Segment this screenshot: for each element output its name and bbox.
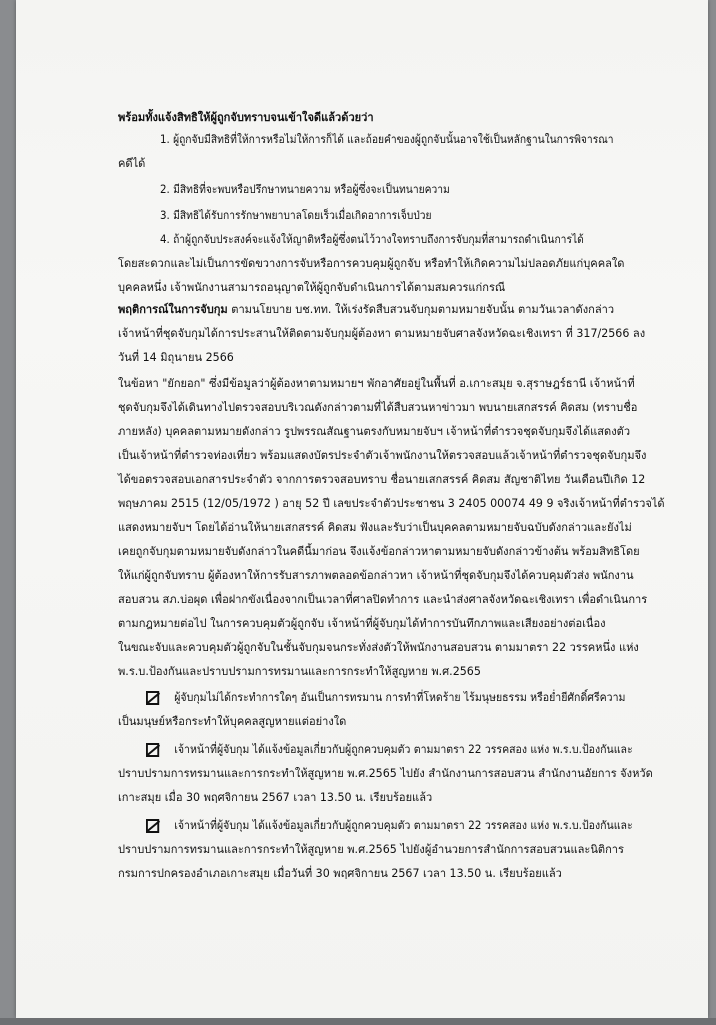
circumstances-line-14: ตามกฎหมายต่อไป ในการควบคุมตัวผู้ถูกจับ เจ้าหน้าที่ผู้จับกุมได้ทำการบันทึกภาพและเสียงอย่างต่อเนื่อง [118, 617, 606, 630]
circumstances-line-1 [118, 304, 700, 315]
circumstances-line-12: ให้แก่ผู้ถูกจับทราบ ผู้ต้องหาให้การรับสารภาพตลอดข้อกล่าวหา เจ้าหน้าที่ชุดจับกุมจึงได้ควบคุมตัวส่ง พนักงาน [118, 569, 634, 582]
handwritten-signature [70, 380, 114, 570]
circumstances-line-10: แสดงหมายจับฯ โดยได้อ่านให้นายเสกสรรค์ คิดสม ฟังและรับว่าเป็นบุคคลตามหมายจับฉบับดังกล่าวและยังไม่ [118, 521, 632, 534]
right-1-line-2: คดีได้ [118, 157, 146, 170]
right-3: 3. มีสิทธิได้รับการรักษาพยาบาลโดยเร็วเมื่อเกิดอาการเจ็บป่วย [160, 209, 432, 222]
right-4-line-2: โดยสะดวกและไม่เป็นการขัดขวางการจับหรือการควบคุมผู้ถูกจับ หรือทำให้เกิดความไม่ปลอดภัยแก่บุคคลใด [118, 257, 625, 270]
circumstances-line-8: ได้ขอตรวจสอบเอกสารประจำตัว จากการตรวจสอบทราบ ชื่อนายเสกสรรค์ คิดสม สัญชาติไทย วันเดือนปีเกิด 12 [118, 473, 646, 486]
circumstances-line-7: เป็นเจ้าหน้าที่ตำรวจท่องเที่ยว พร้อมแสดงบัตรประจำตัวเจ้าพนักงานให้ตรวจสอบแล้วเจ้าหน้าที่ตำรวจชุดจับกุมจึง [118, 449, 647, 462]
circumstances-line-16: พ.ร.บ.ป้องกันและปราบปรามการทรมานและการกระทำให้สูญหาย พ.ศ.2565 [118, 665, 481, 678]
check-item-2-line-1 [146, 744, 700, 755]
checkbox-checked-icon [146, 691, 159, 705]
circumstances-line-9: พฤษภาคม 2515 (12/05/1972 ) อายุ 52 ปี เลขประจำตัวประชาชน 3 2405 00074 49 9 จริงเจ้าหน้าที่ตำรวจได้ [118, 497, 665, 510]
circumstances-line-4: ในข้อหา "ยักยอก" ซึ่งมีข้อมูลว่าผู้ต้องหาตามหมายฯ พักอาศัยอยู่ในพื้นที่ อ.เกาะสมุย จ.สุราษฎร์ธานี เจ้าหน้าที่ [118, 377, 635, 390]
check-item-3-line-3: กรมการปกครองอำเภอเกาะสมุย เมื่อวันที่ 30 พฤศจิกายน 2567 เวลา 13.50 น. เรียบร้อยแล้ว [118, 867, 562, 880]
check-item-3-line-2: ปราบปรามการทรมานและการกระทำให้สูญหาย พ.ศ.2565 ไปยังผู้อำนวยการสำนักการสอบสวนและนิติการ [118, 843, 624, 856]
check-item-1-text: ผู้จับกุมไม่ได้กระทำการใดๆ อันเป็นการทรมาน การทำที่โหดร้าย ไร้มนุษยธรรม หรือย่ำยีศักดิ์ศรีความ [174, 691, 626, 704]
right-2: 2. มีสิทธิที่จะพบหรือปรึกษาทนายความ หรือผู้ซึ่งจะเป็นทนายความ [160, 183, 450, 196]
right-4-line-3: บุคคลหนึ่ง เจ้าพนักงานสามารถอนุญาตให้ผู้ถูกจับดำเนินการได้ตามสมควรแก่กรณี [118, 281, 506, 294]
circumstances-line-11: เคยถูกจับกุมตามหมายจับดังกล่าวในคดีนี้มาก่อน จึงแจ้งข้อกล่าวหาตามหมายจับดังกล่าวข้างต้น พร้อมสิทธิโดย [118, 545, 640, 558]
circumstances-line-13: สอบสวน สภ.บ่อผุด เพื่อฝากขังเนื่องจากเป็นเวลาที่ศาลปิดทำการ และนำส่งศาลจังหวัดฉะเชิงเทรา เพื่อดำเนินการ [118, 593, 648, 606]
check-item-3-line-1 [146, 820, 700, 831]
circumstances-line-5: ชุดจับกุมจึงได้เดินทางไปตรวจสอบบริเวณดังกล่าวตามที่ได้สืบสวนหาข่าวมา พบนายเสกสรรค์ คิดสม (ทราบชื่อ [118, 401, 638, 414]
checkbox-checked-icon [146, 743, 159, 757]
circumstances-line-3: วันที่ 14 มิถุนายน 2566 [118, 351, 234, 364]
checkbox-checked-icon [146, 819, 159, 833]
circumstances-line-15: ในขณะจับและควบคุมตัวผู้ถูกจับในชั้นจับกุมจนกระทั่งส่งตัวให้พนักงานสอบสวน ตามมาตรา 22 วรรคหนึ่ง แห่ง [118, 641, 639, 654]
section-heading: พร้อมทั้งแจ้งสิทธิให้ผู้ถูกจับทราบจนเข้าใจดีแล้วด้วยว่า [118, 111, 374, 124]
circumstances-line-6: ภายหลัง) บุคคลตามหมายดังกล่าว รูปพรรณสัณฐานตรงกับหมายจับฯ เจ้าหน้าที่ตำรวจชุดจับกุมจึงได้แสดงตัว [118, 425, 631, 438]
circumstances-label: พฤติการณ์ในการจับกุม [118, 303, 228, 316]
check-item-2-text: เจ้าหน้าที่ผู้จับกุม ได้แจ้งข้อมูลเกี่ยวกับผู้ถูกควบคุมตัว ตามมาตรา 22 วรรคสอง แห่ง พ.ร.บ.ป้องกันและ [174, 743, 633, 756]
check-item-3-text: เจ้าหน้าที่ผู้จับกุม ได้แจ้งข้อมูลเกี่ยวกับผู้ถูกควบคุมตัว ตามมาตรา 22 วรรคสอง แห่ง พ.ร.บ.ป้องกันและ [174, 819, 633, 832]
check-item-1-line-2: เป็นมนุษย์หรือกระทำให้บุคคลสูญหายแต่อย่างใด [118, 715, 347, 728]
circumstances-text: ตามนโยบาย บช.ทท. ให้เร่งรัดสืบสวนจับกุมตามหมายจับนั้น ตามวันเวลาดังกล่าว [231, 303, 615, 316]
scan-edge [0, 1018, 716, 1025]
right-4-line-1: 4. ถ้าผู้ถูกจับประสงค์จะแจ้งให้ญาติหรือผู้ซึ่งตนไว้วางใจทราบถึงการจับกุมที่สามารถดำเนินการได้ [160, 233, 584, 246]
circumstances-line-2: เจ้าหน้าที่ชุดจับกุมได้การประสานให้ติดตามจับกุมผู้ต้องหา ตามหมายจับศาลจังหวัดฉะเชิงเทรา ที่ 317/2566 ลง [118, 327, 646, 340]
check-item-2-line-2: ปราบปรามการทรมานและการกระทำให้สูญหาย พ.ศ.2565 ไปยัง สำนักงานการสอบสวน สำนักงานอัยการ จังหวัด [118, 767, 653, 780]
check-item-1-line-1 [146, 692, 700, 703]
right-1-line-1: 1. ผู้ถูกจับมีสิทธิที่ให้การหรือไม่ให้การก็ได้ และถ้อยคำของผู้ถูกจับนั้นอาจใช้เป็นหลักฐานในการพิจารณา [160, 133, 614, 146]
check-item-2-line-3: เกาะสมุย เมื่อ 30 พฤศจิกายน 2567 เวลา 13.50 น. เรียบร้อยแล้ว [118, 791, 433, 804]
